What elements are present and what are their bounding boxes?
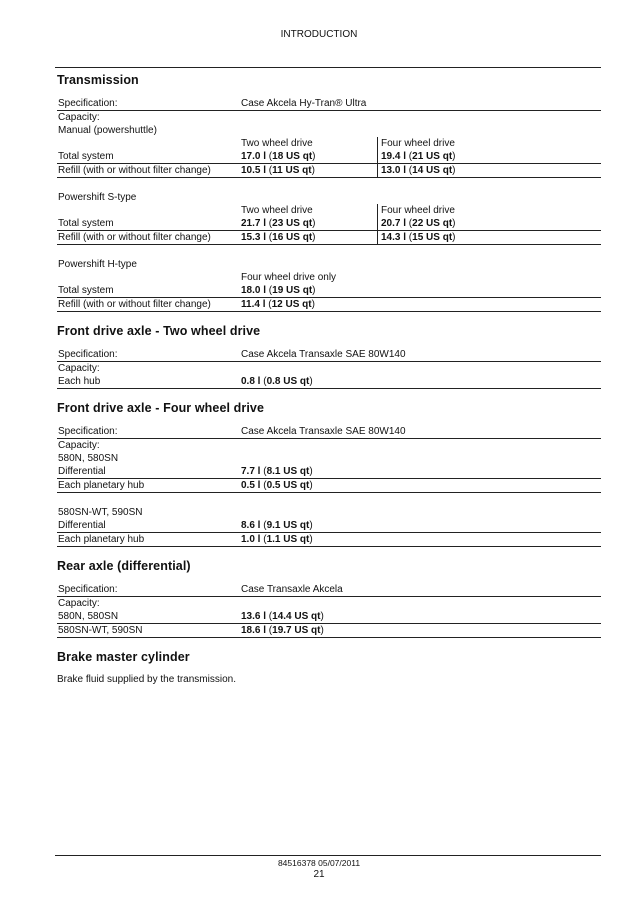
table-row <box>57 231 601 245</box>
value-cell: 19.4 l (21 US qt) <box>381 151 456 162</box>
spec-label: Specification: <box>58 584 118 595</box>
table-row <box>57 217 601 231</box>
value-cell: 8.6 l (9.1 US qt) <box>241 520 313 531</box>
page-number: 21 <box>313 869 325 880</box>
capacity-row <box>57 597 601 610</box>
section-title-brake: Brake master cylinder <box>57 650 190 664</box>
subgroup-title <box>57 452 601 465</box>
capacity-label: Capacity: <box>58 363 100 374</box>
value-cell: 1.0 l (1.1 US qt) <box>241 534 313 545</box>
col-two-wheel: Two wheel drive <box>241 137 378 150</box>
capacity-label: Capacity: <box>58 598 100 609</box>
col-four-wheel: Four wheel drive <box>381 138 455 149</box>
column-header-row <box>57 271 601 284</box>
row-label: Differential <box>58 466 106 477</box>
spec-value: Case Akcela Hy-Tran® Ultra <box>241 98 367 109</box>
s-type-title: Powershift S-type <box>58 192 137 203</box>
table-row <box>57 465 601 479</box>
subgroup-title <box>57 258 601 271</box>
capacity-row <box>57 362 601 375</box>
spec-row <box>57 425 601 439</box>
row-label: Refill (with or without filter change) <box>58 165 211 176</box>
table-row <box>57 533 601 547</box>
table-row <box>57 375 601 389</box>
subgroup-title <box>57 506 601 519</box>
brake-note: Brake fluid supplied by the transmission. <box>57 674 236 685</box>
row-label: Each planetary hub <box>58 480 145 491</box>
table-row <box>57 519 601 533</box>
table-row <box>57 610 601 624</box>
page-content <box>57 73 601 685</box>
section-title-transmission: Transmission <box>57 73 139 87</box>
row-label: Total system <box>58 151 114 162</box>
header-rule <box>55 67 601 68</box>
value-cell: 14.3 l (15 US qt) <box>381 232 456 243</box>
value-cell: 0.5 l (0.5 US qt) <box>241 480 313 491</box>
row-label: Refill (with or without filter change) <box>58 299 211 310</box>
capacity-label: Capacity: <box>58 440 100 451</box>
spec-row <box>57 97 601 111</box>
table-row <box>57 164 601 178</box>
capacity-row <box>57 111 601 124</box>
column-header-row <box>57 137 601 150</box>
value-cell: 13.6 l (14.4 US qt) <box>241 611 324 622</box>
col-four-wheel: Four wheel drive <box>381 205 455 216</box>
table-row <box>57 284 601 298</box>
row-label: Each hub <box>58 376 101 387</box>
value-cell: 20.7 l (22 US qt) <box>381 218 456 229</box>
capacity-label: Capacity: <box>58 112 100 123</box>
manual-title: Manual (powershuttle) <box>58 125 157 136</box>
spec-label: Specification: <box>58 426 118 437</box>
subgroup-title <box>57 124 601 137</box>
spec-value: Case Akcela Transaxle SAE 80W140 <box>241 349 406 360</box>
h-type-title: Powershift H-type <box>58 259 137 270</box>
section-title-rear-axle: Rear axle (differential) <box>57 559 191 573</box>
col-two-wheel: Two wheel drive <box>241 204 378 217</box>
value-cell: 17.0 l (18 US qt) <box>241 150 378 163</box>
section-title-front-2wd: Front drive axle - Two wheel drive <box>57 324 261 338</box>
spec-value: Case Akcela Transaxle SAE 80W140 <box>241 426 406 437</box>
row-label: 580SN-WT, 590SN <box>58 625 143 636</box>
row-label: 580N, 580SN <box>58 611 119 622</box>
subgroup-title <box>57 191 601 204</box>
table-row <box>57 624 601 638</box>
section-title-front-4wd: Front drive axle - Four wheel drive <box>57 401 265 415</box>
document-number: 84516378 05/07/2011 <box>277 858 361 868</box>
value-cell: 18.0 l (19 US qt) <box>241 285 316 296</box>
spec-label: Specification: <box>58 349 118 360</box>
row-label: Refill (with or without filter change) <box>58 232 211 243</box>
value-cell: 7.7 l (8.1 US qt) <box>241 466 313 477</box>
table-row <box>57 150 601 164</box>
model-group-title: 580SN-WT, 590SN <box>58 507 143 518</box>
footer-rule <box>55 855 601 856</box>
table-row <box>57 298 601 312</box>
row-label: Each planetary hub <box>58 534 145 545</box>
row-label: Differential <box>58 520 106 531</box>
spec-label: Specification: <box>58 98 118 109</box>
value-cell: 11.4 l (12 US qt) <box>241 299 315 310</box>
model-group-title: 580N, 580SN <box>58 453 119 464</box>
value-cell: 10.5 l (11 US qt) <box>241 164 378 177</box>
col-four-wheel-only: Four wheel drive only <box>241 272 337 283</box>
spec-row <box>57 348 601 362</box>
capacity-row <box>57 439 601 452</box>
page-header: INTRODUCTION <box>280 29 358 40</box>
value-cell: 21.7 l (23 US qt) <box>241 217 378 230</box>
row-label: Total system <box>58 218 114 229</box>
value-cell: 18.6 l (19.7 US qt) <box>241 625 324 636</box>
table-row <box>57 479 601 493</box>
spec-row <box>57 583 601 597</box>
value-cell: 0.8 l (0.8 US qt) <box>241 376 313 387</box>
value-cell: 15.3 l (16 US qt) <box>241 231 378 244</box>
value-cell: 13.0 l (14 US qt) <box>381 165 456 176</box>
row-label: Total system <box>58 285 114 296</box>
column-header-row <box>57 204 601 217</box>
spec-value: Case Transaxle Akcela <box>241 584 343 595</box>
